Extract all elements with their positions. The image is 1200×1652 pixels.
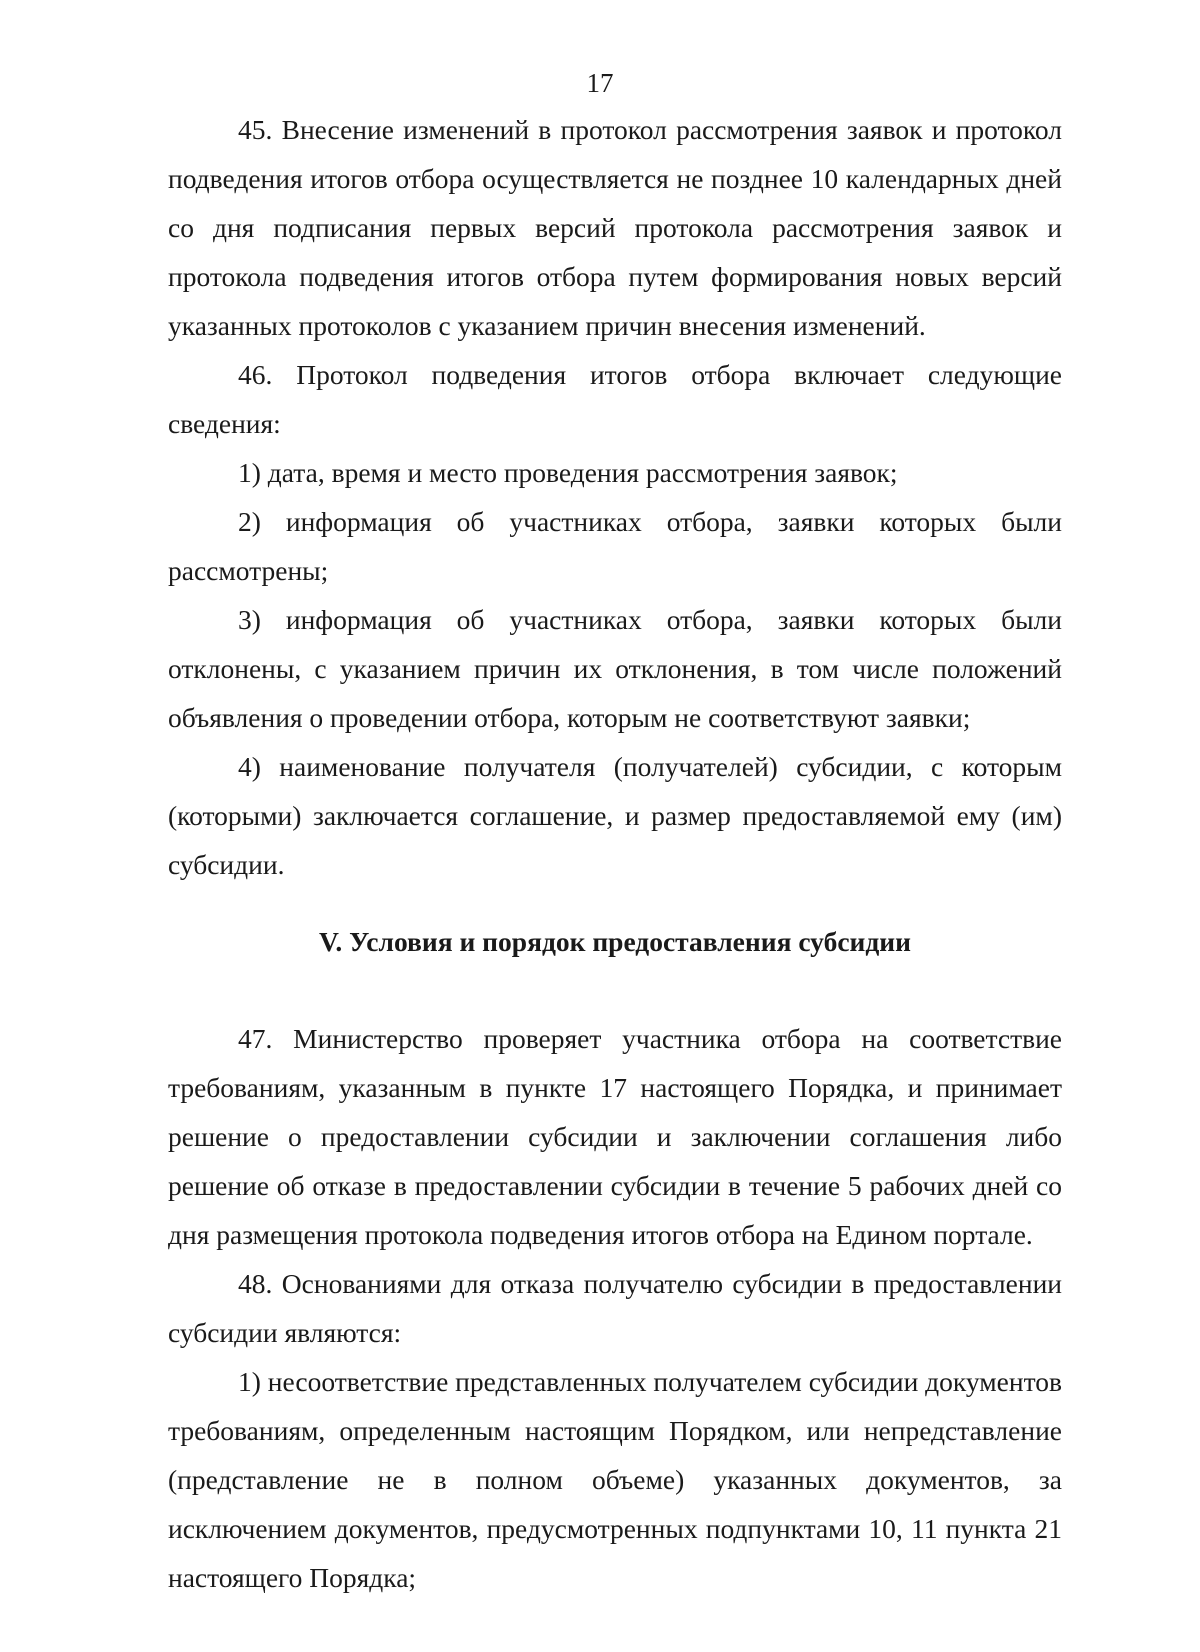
paragraph-45: 45. Внесение изменений в протокол рассмотрения заявок и протокол подведения итогов отбора осуществляется не позднее 10 календарных дней со дня подписания первых версий протокола рассмотрения заявок и протокола подведения итогов отбора путем формирования новых версий указанных протоколов с указанием причин внесения изменений. [168, 114, 1062, 341]
list-item-46-2: 2) информация об участниках отбора, заявки которых были рассмотрены; [168, 506, 1062, 586]
paragraph-46: 46. Протокол подведения итогов отбора включает следующие сведения: [168, 359, 1062, 439]
paragraph-47: 47. Министерство проверяет участника отбора на соответствие требованиям, указанным в пункте 17 настоящего Порядка, и принимает решение о предоставлении субсидии и заключении соглашения либо решение об отказе в предоставлении субсидии в течение 5 рабочих дней со дня размещения протокола подведения итогов отбора на Едином портале. [168, 1023, 1062, 1250]
list-item-46-3: 3) информация об участниках отбора, заявки которых были отклонены, с указанием причин их отклонения, в том числе положений объявления о проведении отбора, которым не соответствуют заявки; [168, 604, 1062, 733]
list-item-46-1: 1) дата, время и место проведения рассмотрения заявок; [238, 457, 898, 488]
section-heading: V. Условия и порядок предоставления субсидии [319, 926, 911, 957]
list-item-48-1: 1) несоответствие представленных получателем субсидии документов требованиям, определенным настоящим Порядком, или непредставление (представление не в полном объеме) указанных документов, за исключением документов, предусмотренных подпунктами 10, 11 пункта 21 настоящего Порядка; [168, 1366, 1062, 1593]
list-item-46-4: 4) наименование получателя (получателей) субсидии, с которым (которыми) заключается соглашение, и размер предоставляемой ему (им) субсидии. [168, 751, 1062, 880]
document-body [168, 105, 1062, 1602]
paragraph-48: 48. Основаниями для отказа получателю субсидии в предоставлении субсидии являются: [168, 1268, 1062, 1348]
page-number: 17 [586, 68, 614, 98]
